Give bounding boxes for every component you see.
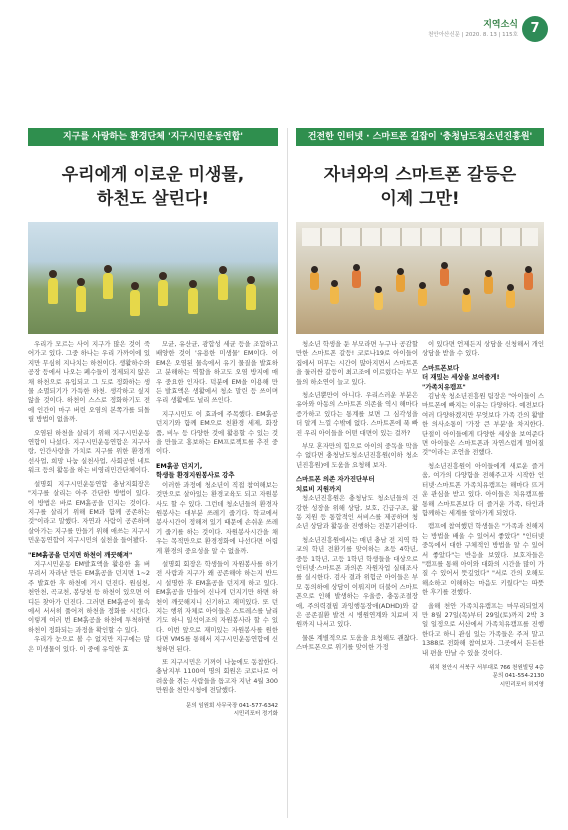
left-headline-line-2: 하천도 살린다! — [96, 189, 210, 209]
reporter-name: 시민리포터 허지영 — [499, 682, 544, 689]
right-article-banner: 건전한 인터넷 · 스마트폰 길잡이 '충청남도청소년진흥원' — [296, 128, 544, 146]
photo-figure — [188, 288, 198, 314]
photo-figure — [218, 274, 228, 300]
page-number-badge: 7 — [522, 16, 548, 42]
photo-figure — [330, 286, 339, 304]
paragraph: 청소년 학생을 둔 부모라면 누구나 공감할만한 스마트폰 갈등! 코로나19로 아이들이 집에서 머무는 시간이 많아지면서 스마트폰을 둘러싼 갈등이 최고조에 이르렀다는 부모들의 하소연이 늘고 있다. — [296, 340, 418, 386]
paragraph: 물론 계별적으로 도움을 요청해도 괜찮다. 스마트폰으로 위기를 맞이한 가정 — [296, 633, 418, 652]
photo-figure — [103, 273, 113, 299]
paragraph: 청소년진흥원에서는 매년 충남 전 지역 학교의 학년 전환기를 맞이하는 초등 4학년, 중등 1학년, 고등 1학년 학생들을 대상으로 인터넷·스마트폰 과의존 자원자업 실태조사를 실시한다. 검사 결과 위험군 아이들은 부모 동의하에 상담이 이뤄지며 더불어 스마트폰으로 인해 발생하는 우울증, 충동조절장애, 주의력결핍 과잉행동장애(ADHD)와 같은 공존질환 발견 시 병원연계와 치료비 지원까지 나서고 있다. — [296, 535, 418, 629]
left-article-headline — [28, 163, 278, 211]
paragraph: 또 지구시민은 기꺼이 나눔에도 동참한다. 충남지부 1100여 명의 회원은 코로나로 어려움을 겪는 사람들을 돕고자 지난 4월 300만원을 천안시청에 전달했다. — [156, 658, 278, 695]
paragraph: 우리가 눈으로 볼 수 없지만 지구에는 많은 미생물이 있다. 이 중에 유익한 효 — [28, 635, 150, 653]
paragraph: 지구시민운동 EM발효액을 활용한 흙 버무려서 자라난 만든 EM흙공을 던지면 1~2주 발효한 후 하천에 거시 던진다. 원심천, 천안천, 곡교천, 봉당천 등 하천이 있으면 어디든 찾아가 던진다. 그러면 EM흙공이 물속에서 서서히 풀어져 하천을 정화를 시킨다. 이렇게 여러 번 EM흙공을 하천에 투척하면 하천이 정화되는 과정을 확인할 수 있다. — [28, 559, 150, 634]
photo-figure — [374, 292, 383, 310]
paragraph: 부모 혼자만의 힘으로 아이의 중독을 막을 수 없다면 충청남도청소년진흥원(이하 청소년진흥원)에 도움을 요청해 보자. — [296, 442, 418, 469]
subheading: 스마트폰보다 더 재밌는 세상을 보여줄게! "가족치유캠프" — [422, 363, 500, 391]
address-info: 위치 천안시 서북구 서부대로 766 천원빌딩 4층 — [429, 665, 544, 671]
contact-info: 문의 041-554-2130 — [492, 673, 544, 679]
paragraph: 청소년뿐만이 아니다. 우리스러운 부분은 유아와 아동의 스마트폰 의존율 역시 해마다 증가하고 있다는 통계를 보면 그 심각성을 더 알게 느낄 수밖에 없다. 스마트폰에 푹 빠진 우리 아이들을 어떤 대면이 있는 걸까? — [296, 391, 418, 437]
photo-figure — [310, 272, 319, 290]
section-name: 지역소식 — [483, 20, 518, 30]
photo-figure — [506, 290, 515, 308]
paragraph: 올해 천안 가족치유캠프는 마무리되었지만 8월 27일(목)부터 29일(토)까지 2박 3일 일정으로 서산에서 가족치유캠프를 진행한다고 하니 관심 있는 가족들은 주저 말고 1388로 전화해 참여보자. 그곳에서 든든한 내 편을 만날 수 있을 것이다. — [422, 601, 544, 657]
paragraph: 이 있다면 언제든지 상담을 신청해서 개인 상담을 받을 수 있다. — [422, 340, 544, 358]
paragraph: 지구시민도 이 효과에 주목했다. EM흙공 던지기와 함께 EM으로 친환경 세제, 화장품, 비누 등 다양한 것에 활용할 수 있는 것을 만들고 홍보하는 EM프로젝트를 추진 중이다. — [156, 409, 278, 456]
paragraph: 오염된 하천을 살리기 위해 지구시민운동연합이 나섰다. 지구시민운동연합은 지구사랑, 인간사랑을 가치로 지구를 위한 환경개선사업, 희망 나눔 실천사업, 사회공헌 네트워크 등의 활동을 하는 비영리민간단체이다. — [28, 428, 150, 475]
left-article-column-1 — [28, 340, 150, 654]
paragraph: 설명회 지구시민운동연합 충남지회장은 "지구를 살리는 아주 간단한 방법이 있다. 이 방법은 바로 EM흙공을 던지는 것이다. 지구를 살리기 위해 EM과 함께 공존하는 것"이라고 말했다. 자연과 사람이 공존하며 살아가는 지구를 만들기 위해 애쓰는 지구시민운동연합이 지구시민의 실천을 들어봤다. — [28, 479, 150, 545]
left-article-photo — [28, 222, 278, 334]
photo-windows — [302, 228, 538, 246]
photo-figure — [158, 280, 168, 306]
photo-figure — [76, 286, 86, 312]
photo-figure — [418, 288, 427, 306]
left-article-banner: 지구를 사랑하는 환경단체 '지구시민운동연합' — [28, 128, 278, 146]
paragraph: 캠프에 참여했던 학생들은 "가족과 친해지는 방법을 배울 수 있어서 좋았다" "인터넷 중독에서 대한 구체적인 방법을 알 수 있어서 좋았다"는 반응을 보였다. 보호자들은 "캠프를 통해 아이와 대화의 시간을 많이 가질 수 있어서 뜻깊었다" "서로 간의 오해도 해소하고 이해하는 마음도 키웠다"는 따뜻한 후기를 전했다. — [422, 522, 545, 597]
right-article-headline — [296, 163, 544, 211]
photo-figure — [524, 272, 533, 290]
paragraph: 김남욱 청소년진흥원 팀장은 "아이들이 스마트폰에 빠지는 이유는 다양하다. 예전보다 여러 다양하겠지만 무엇보다 가족 간의 활발한 의사소통이 '가장 큰 부분'을 차지한다. 단절이 아이들에게 다양한 세상을 보여준다면 아이들은 스마트폰과 자연스럽게 멀어질 것"이라는 조언을 전했다. — [422, 392, 545, 457]
right-article-photo — [296, 222, 544, 334]
photo-figure — [130, 290, 140, 316]
reporter-name: 시민리포터 정기화 — [233, 710, 278, 717]
photo-figure — [396, 274, 405, 292]
left-article-column-2 — [156, 340, 278, 719]
photo-figure — [440, 268, 449, 286]
right-article-column-1 — [296, 340, 418, 653]
page-header — [0, 0, 568, 56]
right-article-column-2 — [422, 340, 544, 691]
right-headline-line-2: 이제 그만! — [380, 189, 460, 209]
photo-figure — [246, 284, 256, 310]
paragraph: 청소년진흥원이 아이들에게 새로운 즐거움, 여가의 다양함을 전해주고자 시작한 인터넷·스마트폰 가족치유캠프는 해마다 뜨거운 관심을 받고 있다. 아이들은 치유캠프를 통해 스마트폰보다 더 즐거운 가족, 타인과 함께하는 세계를 알아가게 되었다. — [422, 461, 544, 517]
paragraph: 모균, 유산균, 광합성 세균 등을 조합하고 배양한 것이 '유용한 미생물' EM이다. 이 EM은 오염된 물속에서 유기 물질을 발효하고 분해하는 역할을 하고도 오염 방지에 매우 중요한 인자다. 덕분에 EM을 이용해 만든 발효액은 생활에서 청소 말린 등 쓰이며 우리 생활에도 널리 쓰인다. — [156, 340, 278, 405]
column-divider — [287, 128, 288, 818]
right-headline-line-1: 자녀와의 스마트폰 갈등은 — [323, 165, 517, 185]
paragraph: 설명회 회장은 학생들이 자원봉사를 하기 전 사람과 지구가 왜 공존해야 하는지 반드시 설명한 후 EM흙공을 던지게 하고 있다. EM흙공을 만들어 신나게 던지기만 하면 하천이 깨끗해지니 신기하고 재미있다. 또 던지는 행위 자체로 아이들은 스트레스를 날리기도 하니 일석이조의 자원봉사라 할 수 있다. 이번 앞으로 재미있는 자원봉사를 원한다면 VMS를 통해서 지구시민운동연합에 신청하면 된다. — [156, 559, 278, 653]
photo-figure — [484, 276, 493, 294]
subheading: "EM흙공을 던지면 하천이 깨끗해져" — [28, 550, 133, 559]
photo-figure — [462, 294, 471, 312]
subheading: EM흙공 던지기, 학생들 환경지원봉사로 강추 — [156, 461, 235, 480]
contact-info: 문의 임원회 사무국장 041-577-6342 — [185, 702, 278, 709]
paragraph: 이러한 과정에 청소년이 직접 참여해보는 것만으로 살아있는 환경교육도 되고 자원봉사도 할 수 있다. 그런데 청소년들의 환경자원봉사는 대부분 쓰레기 줍기다. 학교에서 봉사시간이 정해져 있기 때문에 손쉬운 쓰레기 줍기를 하는 것이다. 자원봉사시간을 채우는 목적만으로 환경정화에 나선다면 어렵게 환경의 중요성을 알 수 없을까. — [156, 480, 278, 555]
photo-figure — [48, 278, 58, 304]
subheading: 스마트폰 의존 자가진단부터 치료비 지원까지 — [296, 475, 375, 493]
publication-info: 천안아산신문 | 2020. 8. 13 | 115호 — [428, 32, 518, 38]
paragraph: 청소년진흥원은 충청남도 청소년들의 건강한 성장을 위해 상담, 보호, 긴급구조, 활동 지원 등 통합적인 서비스를 제공하며 청소년 상담과 활동을 진행하는 전문기관이다. — [296, 494, 418, 531]
photo-figure — [352, 270, 361, 288]
left-headline-line-1: 우리에게 이로운 미생물, — [61, 165, 245, 185]
paragraph: 우리가 모르는 사이 지구가 많은 것이 죽어가고 있다. 그중 하나는 우리 가까이에 있지만 무심히 지나치는 하천이다. 생활하수와 공장 등에서 나오는 폐수들이 정제되지 않은 채 하천으로 유입되고 그 도로 정화하는 생물 소멸되기가 가득한 하천. 생각하고 싶지 않을 것이다. 하천이 스스로 정화하기도 전에 인간이 마구 버린 오염의 본쪽가를 되돌릴 방법이 없을까. — [28, 340, 150, 424]
